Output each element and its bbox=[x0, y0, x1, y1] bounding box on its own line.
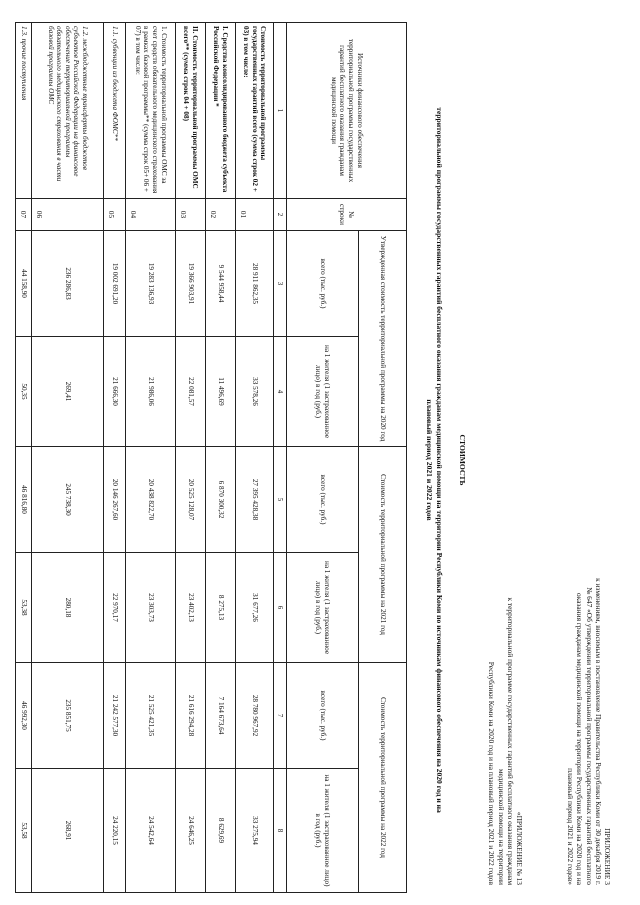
cell-2021-total: 20 146 267,60 bbox=[104, 447, 126, 553]
appendix-13-line: медицинской помощи на территории bbox=[496, 768, 506, 885]
header-2020: Утвержденная стоимость территориальной программы на 2020 год bbox=[359, 231, 407, 447]
cell-2021-per-capita: 8 275,13 bbox=[206, 553, 236, 663]
cell-2021-total: 46 816,80 bbox=[16, 447, 32, 553]
header-source: Источники финансового обеспечения территориальной программы государственных гарантий бесплатного оказания гражданам медицинской помощи bbox=[287, 23, 407, 199]
cell-2022-total: 46 992,30 bbox=[16, 663, 32, 769]
header-2022-per-capita: на 1 жителя (1 застрахованное лицо) в год (руб.) bbox=[287, 769, 359, 893]
row-label: 1.3. прочие поступления bbox=[16, 23, 32, 199]
appendix-13-line: Республики Коми на 2020 год и на плановый период 2021 и 2022 годов bbox=[487, 661, 497, 885]
header-row-number: № строки bbox=[287, 199, 407, 231]
row-label: 1.2. межбюджетные трансферты бюджетов субъектов Российской Федерации на финансовое обеспечение территориальной программы обязательного медицинского страхования в части базовой программы ОМС bbox=[32, 23, 104, 199]
column-index: 1 bbox=[274, 23, 287, 199]
cell-2020-per-capita: 22 081,57 bbox=[176, 337, 206, 447]
row-code: 01 bbox=[236, 199, 274, 231]
document-title: СТОИМОСТЬ bbox=[458, 434, 467, 486]
cell-2021-per-capita: 280,18 bbox=[32, 553, 104, 663]
header-2021-total: всего (тыс. руб.) bbox=[287, 447, 359, 553]
cell-2020-per-capita: 269,41 bbox=[32, 337, 104, 447]
cell-2022-total: 21 242 577,30 bbox=[104, 663, 126, 769]
table-row bbox=[206, 23, 236, 893]
cell-2020-total: 19 283 136,93 bbox=[126, 231, 176, 337]
cell-2022-total: 21 616 294,28 bbox=[176, 663, 206, 769]
column-index: 3 bbox=[274, 231, 287, 337]
appendix-13-line: «ПРИЛОЖЕНИЕ № 13 bbox=[515, 811, 524, 885]
column-index: 5 bbox=[274, 447, 287, 553]
cell-2022-per-capita: 33 275,94 bbox=[236, 769, 274, 893]
cell-2020-per-capita: 33 578,26 bbox=[236, 337, 274, 447]
row-label: Стоимость территориальной программы государственных гарантий всего (сумма строк 02 + 03) в том числе: bbox=[236, 23, 274, 199]
row-label: 1. Стоимость территориальной программы ОМС за счет средств обязательного медицинского страхования в рамках базовой программы** (сумма строк 05+ 06 + 07) в том числе: bbox=[126, 23, 176, 199]
cell-2020-per-capita: 11 496,69 bbox=[206, 337, 236, 447]
appendix-3-line: оказания гражданам медицинской помощи на территории Республики Коми на 2020 год и на bbox=[575, 593, 585, 885]
header-2022-total: всего (тыс. руб.) bbox=[287, 663, 359, 769]
appendix-13-header bbox=[487, 585, 524, 885]
cell-2021-per-capita: 23 303,73 bbox=[126, 553, 176, 663]
cell-2020-total: 28 911 862,35 bbox=[236, 231, 274, 337]
cell-2022-total: 7 164 673,64 bbox=[206, 663, 236, 769]
cell-2020-total: 236 286,83 bbox=[32, 231, 104, 337]
subtitle-line: территориальной программы государственных гарантий бесплатного оказания гражданам медицинской помощи на территории Республики Коми по источникам финансового обеспечения на 2020 год и на bbox=[435, 107, 444, 813]
row-label: 1.1. субвенции из бюджета ФОМС** bbox=[104, 23, 126, 199]
cell-2022-per-capita: 268,91 bbox=[32, 769, 104, 893]
header-2020-total: всего (тыс. руб.) bbox=[287, 231, 359, 337]
cell-2021-total: 6 870 300,32 bbox=[206, 447, 236, 553]
subtitle-line: плановый период 2021 и 2022 годов bbox=[425, 399, 435, 521]
row-code: 03 bbox=[176, 199, 206, 231]
table-row bbox=[16, 23, 32, 893]
cell-2022-per-capita: 8 629,69 bbox=[206, 769, 236, 893]
table-row bbox=[126, 23, 176, 893]
header-2020-per-capita: на 1 жителя (1 застрахованное лицо) в год (руб.) bbox=[287, 337, 359, 447]
appendix-13-line: к территориальной программе государственных гарантий бесплатного оказания гражданам bbox=[505, 597, 515, 885]
cell-2022-total: 28 780 967,92 bbox=[236, 663, 274, 769]
appendix-3-line: плановый период 2021 и 2022 годов» bbox=[566, 768, 576, 885]
header-2021-per-capita: на 1 жителя (1 застрахованное лицо) в год (руб.) bbox=[287, 553, 359, 663]
column-index: 2 bbox=[274, 199, 287, 231]
cell-2021-total: 245 738,30 bbox=[32, 447, 104, 553]
column-index: 7 bbox=[274, 663, 287, 769]
table-row bbox=[236, 23, 274, 893]
cell-2021-total: 20 438 822,70 bbox=[126, 447, 176, 553]
row-code: 04 bbox=[126, 199, 176, 231]
header-2022: Стоимость территориальной программы на 2022 год bbox=[359, 663, 407, 893]
cell-2022-total: 235 851,75 bbox=[32, 663, 104, 769]
row-code: 02 bbox=[206, 199, 236, 231]
column-index: 8 bbox=[274, 769, 287, 893]
appendix-3-line: к изменениям, вносимым в постановление Правительства Республики Коми от 30 декабря 2019 г. bbox=[593, 578, 603, 885]
cell-2022-per-capita: 24 542,64 bbox=[126, 769, 176, 893]
column-index-row bbox=[274, 23, 287, 893]
appendix-3-line: № 647 «Об утверждении территориальной программы государственных гарантий бесплатного bbox=[584, 587, 594, 885]
cell-2020-per-capita: 21 666,30 bbox=[104, 337, 126, 447]
row-code: 06 bbox=[32, 199, 104, 231]
row-label: II. Стоимость территориальной программы ОМС всего** (сумма строк 04 + 08) bbox=[176, 23, 206, 199]
cell-2021-per-capita: 22 970,17 bbox=[104, 553, 126, 663]
table-row bbox=[176, 23, 206, 893]
header-2021: Стоимость территориальной программы на 2021 год bbox=[359, 447, 407, 663]
cell-2022-total: 21 525 421,35 bbox=[126, 663, 176, 769]
document-subtitle bbox=[425, 80, 444, 840]
appendix-3-header bbox=[566, 445, 612, 885]
cell-2021-per-capita: 53,38 bbox=[16, 553, 32, 663]
row-code: 07 bbox=[16, 199, 32, 231]
cell-2020-total: 19 366 903,91 bbox=[176, 231, 206, 337]
cell-2022-per-capita: 24 220,15 bbox=[104, 769, 126, 893]
cell-2021-per-capita: 31 677,26 bbox=[236, 553, 274, 663]
column-index: 4 bbox=[274, 337, 287, 447]
cost-table bbox=[15, 22, 407, 893]
cell-2021-total: 20 525 128,07 bbox=[176, 447, 206, 553]
appendix-3-line: ПРИЛОЖЕНИЕ 3 bbox=[603, 828, 612, 885]
cell-2020-total: 19 002 691,20 bbox=[104, 231, 126, 337]
row-label: I. Средства консолидированного бюджета субъекта Российской Федерации * bbox=[206, 23, 236, 199]
cell-2020-per-capita: 21 986,06 bbox=[126, 337, 176, 447]
row-code: 05 bbox=[104, 199, 126, 231]
column-index: 6 bbox=[274, 553, 287, 663]
cell-2022-per-capita: 24 646,25 bbox=[176, 769, 206, 893]
cell-2021-total: 27 395 428,38 bbox=[236, 447, 274, 553]
table-row bbox=[32, 23, 104, 893]
cell-2020-total: 44 158,90 bbox=[16, 231, 32, 337]
cell-2020-per-capita: 50,35 bbox=[16, 337, 32, 447]
table-row bbox=[104, 23, 126, 893]
cell-2021-per-capita: 23 402,13 bbox=[176, 553, 206, 663]
cell-2020-total: 9 544 958,44 bbox=[206, 231, 236, 337]
cell-2022-per-capita: 53,58 bbox=[16, 769, 32, 893]
